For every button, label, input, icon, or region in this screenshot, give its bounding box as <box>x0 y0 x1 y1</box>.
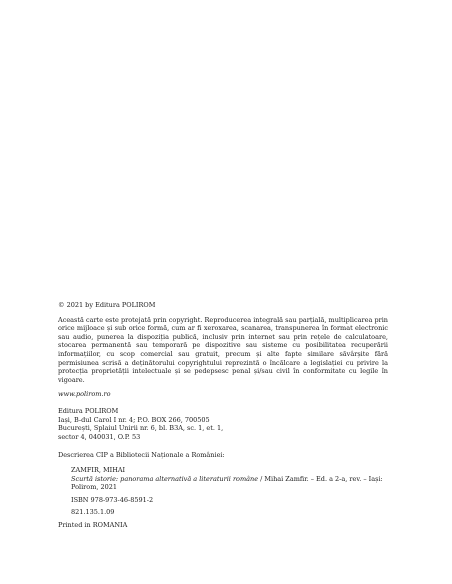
website-link[interactable]: www.polirom.ro <box>58 390 111 399</box>
cip-record <box>58 466 388 517</box>
publisher-address <box>58 407 388 441</box>
legal-notice: Această carte este protejată prin copyright. Reproducerea integrală sau parțială, multiplicarea prin orice mijloace și sub orice formă, cum ar fi xeroxarea, scanarea, transpunerea în format electronic sau audio, punerea la dispoziția publică, inclusiv prin internet sau prin rețele de calculatoare, stocarea permanentă sau temporară pe dispozitive sau sisteme cu posibilitatea recuperării informațiilor, cu scop comercial sau gratuit, precum și alte fapte similare săvârșite fără permisiunea scrisă a deținătorului copyrightului reprezintă o încălcare a legislației cu privire la protecția proprietății intelectuale și se pedepsesc penal și/sau civil în conformitate cu legile în vigoare. <box>58 315 388 384</box>
printed-in: Printed in ROMANIA <box>58 520 128 529</box>
cip-author: ZAMFIR, MIHAI <box>71 465 126 474</box>
address-bucuresti-line-1: București, Splaiul Unirii nr. 6, bl. B3A, sc. 1, et. 1, <box>58 424 224 433</box>
cip-edition: / Mihai Zamfir. – Ed. a 2-a, rev. – Iași: Polirom, 2021 <box>71 474 383 492</box>
cip-classification: 821.135.1.09 <box>71 508 115 517</box>
cip-entry <box>71 475 388 492</box>
publisher-name: Editura POLIROM <box>58 406 119 415</box>
cip-heading: Descrierea CIP a Bibliotecii Naționale a României: <box>58 451 225 460</box>
copyright-content <box>58 301 388 529</box>
cip-title: Scurtă istorie: panorama alternativă a literaturii române <box>71 474 259 483</box>
address-bucuresti-line-2: sector 4, 040031, O.P. 53 <box>58 432 141 441</box>
address-iasi: Iași, B-dul Carol I nr. 4; P.O. BOX 266, 700505 <box>58 415 210 424</box>
cip-isbn: ISBN 978-973-46-8591-2 <box>71 495 154 504</box>
copyright-line: © 2021 by Editura POLIROM <box>58 301 156 309</box>
